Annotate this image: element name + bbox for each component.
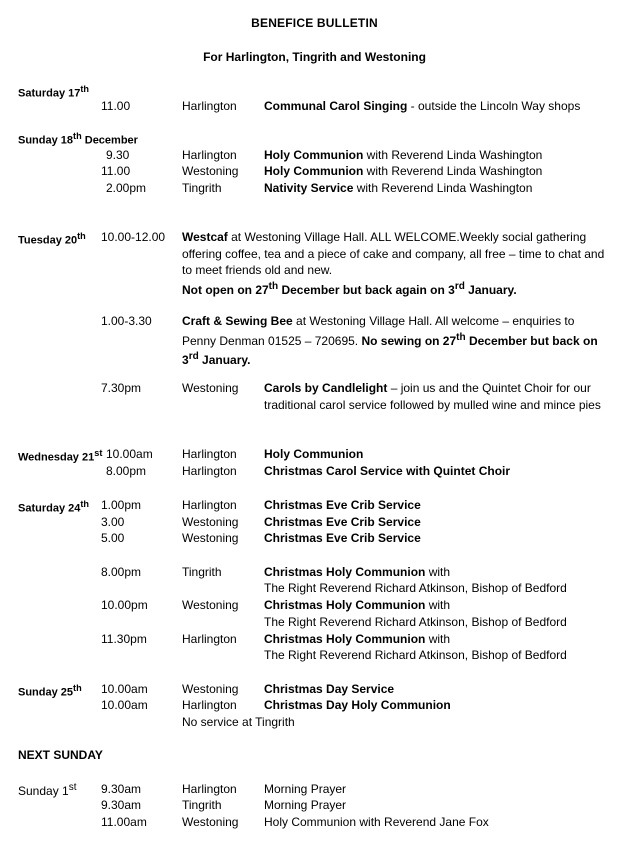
event-description: Christmas Eve Crib Service (264, 498, 421, 512)
event-time: 10.00am (106, 447, 153, 461)
event-officiant: The Right Reverend Richard Atkinson, Bishop of Bedford (264, 615, 567, 629)
event-place: Harlington (182, 782, 237, 796)
event-time: 11.00 (101, 99, 131, 113)
event-place: Harlington (182, 698, 237, 712)
event-time: 11.30pm (101, 632, 147, 646)
event-time: 10.00pm (101, 598, 148, 612)
event-place: Westoning (182, 598, 239, 612)
westcaf-paragraph: Westcaf at Westoning Village Hall. ALL WELCOME.Weekly social gathering offering coffee, tea and a piece of cake and company, all free – time to chat and to meet friends old and new. Not open on 27th December but back again on 3rd January. (182, 230, 605, 297)
event-time: 10.00-12.00 (101, 230, 166, 244)
craft-paragraph: Craft & Sewing Bee at Westoning Village Hall. All welcome – enquiries to Penny Denman 01525 – 720695. No sewing on 27th December but back on 3rd January. (182, 314, 598, 367)
event-time: 8.00pm (106, 464, 147, 478)
bulletin-title: BENEFICE BULLETIN (251, 16, 378, 30)
event-time: 2.00pm (106, 181, 147, 195)
event-place: Westoning (182, 381, 239, 395)
event-place: Harlington (182, 464, 237, 478)
event-time: 1.00pm (101, 498, 142, 512)
event-time: 3.00 (101, 515, 125, 529)
event-description: Morning Prayer (264, 782, 347, 796)
day-label: Saturday 17th (18, 84, 90, 100)
event-description: Christmas Holy Communion with (264, 565, 451, 579)
event-place: Westoning (182, 531, 239, 545)
event-place: Westoning (182, 815, 239, 829)
event-time: 9.30am (101, 798, 142, 812)
event-time: 10.00am (101, 682, 148, 696)
event-place: Tingrith (182, 181, 222, 195)
event-description: Morning Prayer (264, 798, 347, 812)
event-place: Harlington (182, 447, 237, 461)
day-label: Saturday 24th (18, 499, 90, 515)
event-time: 1.00-3.30 (101, 314, 152, 328)
event-place: Westoning (182, 515, 239, 529)
carols-paragraph: Carols by Candlelight – join us and the Quintet Choir for our traditional carol service followed by mulled wine and mince pies (264, 381, 601, 412)
event-description: Christmas Eve Crib Service (264, 531, 421, 545)
event-place: Westoning (182, 682, 239, 696)
event-place: Harlington (182, 148, 237, 162)
event-place: Harlington (182, 632, 237, 646)
event-time: 7.30pm (101, 381, 142, 395)
day-label: Tuesday 20th (18, 231, 86, 247)
event-description: Holy Communion with Reverend Linda Washington (264, 148, 543, 162)
day-label: Sunday 18th December (18, 131, 138, 147)
event-description: Communal Carol Singing - outside the Lincoln Way shops (264, 99, 581, 113)
event-description: Christmas Holy Communion with (264, 632, 451, 646)
bulletin-subtitle: For Harlington, Tingrith and Westoning (203, 50, 426, 64)
event-time: 9.30am (101, 782, 142, 796)
event-place: Tingrith (182, 798, 222, 812)
event-place: Harlington (182, 498, 237, 512)
event-place: Harlington (182, 99, 237, 113)
event-time: 8.00pm (101, 565, 142, 579)
event-description: Christmas Eve Crib Service (264, 515, 421, 529)
event-time: 11.00am (101, 815, 147, 829)
event-place: Tingrith (182, 565, 222, 579)
event-description: Christmas Day Holy Communion (264, 698, 451, 712)
event-time: 11.00 (101, 164, 131, 178)
event-time: 10.00am (101, 698, 148, 712)
event-description: Christmas Carol Service with Quintet Choir (264, 464, 511, 478)
event-description: Holy Communion with Reverend Jane Fox (264, 815, 489, 829)
day-label: Sunday 1st (18, 782, 77, 798)
tingrith-note: No service at Tingrith (182, 715, 295, 729)
event-description: Christmas Holy Communion with (264, 598, 451, 612)
event-time: 9.30 (106, 148, 130, 162)
event-description: Nativity Service with Reverend Linda Washington (264, 181, 533, 195)
day-label: Sunday 25th (18, 683, 82, 699)
event-description: Holy Communion with Reverend Linda Washington (264, 164, 543, 178)
event-place: Westoning (182, 164, 239, 178)
event-description: Holy Communion (264, 447, 364, 461)
next-sunday-heading: NEXT SUNDAY (18, 748, 103, 762)
day-label: Wednesday 21st (18, 448, 103, 464)
event-description: Christmas Day Service (264, 682, 395, 696)
event-officiant: The Right Reverend Richard Atkinson, Bishop of Bedford (264, 648, 567, 662)
event-officiant: The Right Reverend Richard Atkinson, Bishop of Bedford (264, 581, 567, 595)
event-time: 5.00 (101, 531, 125, 545)
